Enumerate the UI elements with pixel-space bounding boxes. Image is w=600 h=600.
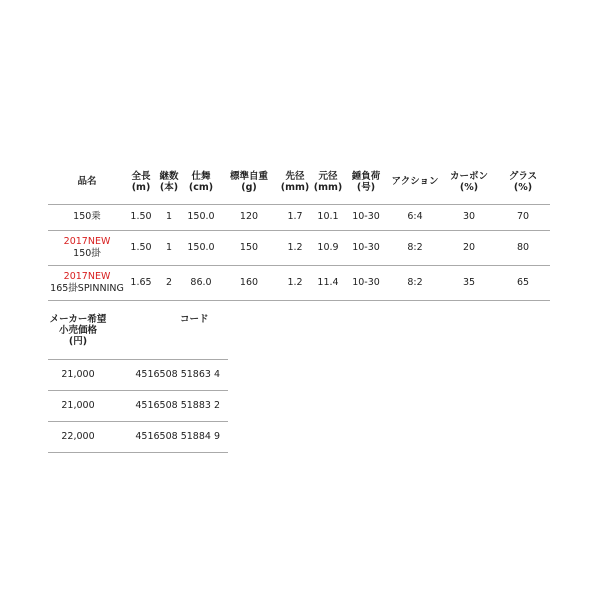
header-butt-diameter: 元径 (mm) <box>313 170 343 193</box>
tip-diameter-cell: 1.2 <box>287 241 303 253</box>
pieces-cell: 2 <box>165 276 173 288</box>
header-glass: グラス (%) <box>508 170 538 193</box>
header-length: 全長 (m) <box>131 170 151 193</box>
pieces-cell: 1 <box>165 241 173 253</box>
action-cell: 8:2 <box>407 241 423 253</box>
closed-length-cell: 86.0 <box>190 276 212 288</box>
code-cell: 4516508 51863 4 <box>135 369 220 380</box>
price-cell: 21,000 <box>61 369 95 380</box>
table-row <box>48 390 228 421</box>
table-row <box>48 265 550 300</box>
price-table <box>48 314 228 453</box>
carbon-cell: 30 <box>462 211 476 222</box>
carbon-cell: 35 <box>462 276 476 288</box>
closed-length-cell: 150.0 <box>187 211 215 222</box>
butt-diameter-cell: 11.4 <box>317 276 339 288</box>
header-action: アクション <box>391 176 439 188</box>
product-name-cell: 2017NEW 165掛SPINNING <box>50 270 124 294</box>
new-badge: 2017NEW <box>63 235 111 247</box>
sinker-load-cell: 10-30 <box>352 241 380 253</box>
header-tip-diameter: 先径 (mm) <box>280 170 310 193</box>
table-row <box>48 230 550 265</box>
glass-cell: 65 <box>516 276 530 288</box>
table-row <box>48 421 228 452</box>
weight-cell: 120 <box>239 211 259 222</box>
action-cell: 6:4 <box>407 211 423 222</box>
header-code: コード <box>180 314 209 325</box>
product-name-cell: 2017NEW 150掛 <box>48 230 126 265</box>
header-sinker-load: 錘負荷 (号) <box>351 170 381 193</box>
spec-header-row <box>48 160 550 204</box>
header-retail-price: メーカー希望 小売価格 (円) <box>49 314 107 347</box>
butt-diameter-cell: 10.9 <box>317 241 339 253</box>
header-weight: 標準自重 (g) <box>229 170 268 193</box>
weight-cell: 150 <box>239 241 259 253</box>
sinker-load-cell: 10-30 <box>352 276 380 288</box>
price-header-row <box>48 314 228 359</box>
sinker-load-cell: 10-30 <box>352 211 380 222</box>
spec-table <box>48 160 550 301</box>
price-cell: 22,000 <box>61 431 95 442</box>
code-cell: 4516508 51884 9 <box>135 431 220 442</box>
butt-diameter-cell: 10.1 <box>317 211 339 222</box>
weight-cell: 160 <box>239 276 259 288</box>
length-cell: 1.50 <box>130 241 152 253</box>
table-row <box>48 204 550 230</box>
header-name: 品名 <box>77 176 97 188</box>
price-cell: 21,000 <box>61 400 95 411</box>
action-cell: 8:2 <box>407 276 423 288</box>
length-cell: 1.50 <box>130 211 152 222</box>
length-cell: 1.65 <box>130 276 152 288</box>
closed-length-cell: 150.0 <box>187 241 215 253</box>
tip-diameter-cell: 1.7 <box>287 211 303 222</box>
new-badge: 2017NEW <box>63 270 111 282</box>
pieces-cell: 1 <box>165 211 173 222</box>
product-name-cell: 150乗 <box>73 211 101 222</box>
code-cell: 4516508 51883 2 <box>135 400 220 411</box>
table-row <box>48 359 228 390</box>
header-closed-length: 仕舞 (cm) <box>188 170 214 193</box>
glass-cell: 70 <box>516 211 530 222</box>
tip-diameter-cell: 1.2 <box>287 276 303 288</box>
header-carbon: カーボン (%) <box>449 170 488 193</box>
header-pieces: 継数 (本) <box>159 170 179 193</box>
carbon-cell: 20 <box>462 241 476 253</box>
glass-cell: 80 <box>516 241 530 253</box>
